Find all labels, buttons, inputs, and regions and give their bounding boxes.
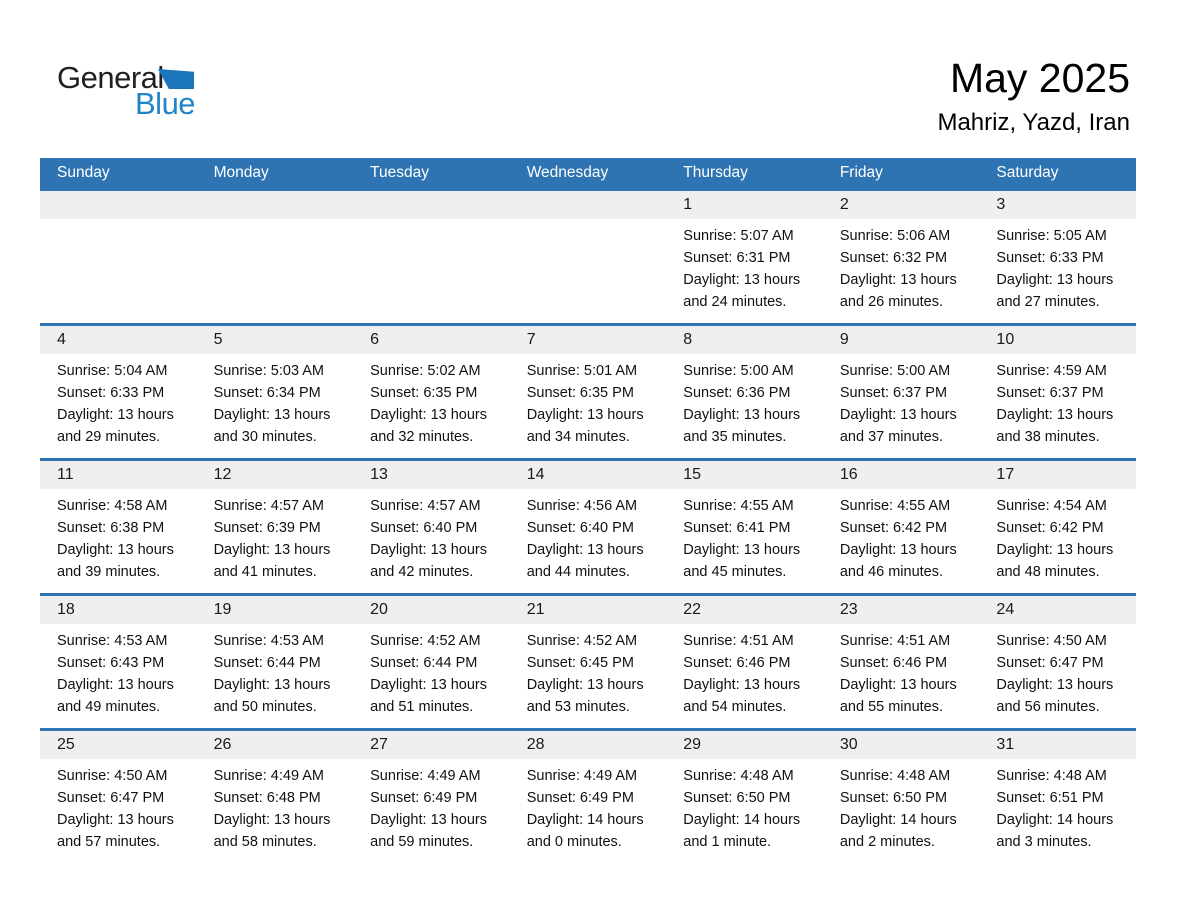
day-cell bbox=[979, 624, 1136, 728]
sunrise-text: Sunrise: 4:49 AM bbox=[526, 768, 638, 784]
day-number-strip bbox=[40, 326, 1136, 354]
day-cell bbox=[979, 354, 1136, 458]
daylight-text-line1: Daylight: 14 hours bbox=[526, 812, 644, 828]
day-cell bbox=[510, 759, 667, 863]
daylight-text-line1: Daylight: 13 hours bbox=[839, 542, 957, 558]
daylight-text-line1: Daylight: 13 hours bbox=[370, 812, 488, 828]
daylight-text-line1: Daylight: 13 hours bbox=[57, 407, 174, 423]
day-number: 28 bbox=[526, 736, 545, 753]
month-title: May 2025 bbox=[949, 55, 1130, 101]
sunrise-text: Sunrise: 4:55 AM bbox=[839, 498, 951, 514]
daylight-text-line1: Daylight: 13 hours bbox=[996, 542, 1114, 558]
day-cell bbox=[353, 489, 510, 593]
sunset-text: Sunset: 6:42 PM bbox=[996, 520, 1104, 536]
sunrise-text: Sunrise: 5:03 AM bbox=[213, 363, 324, 379]
daylight-text-line2: and 51 minutes. bbox=[370, 699, 474, 715]
sunset-text: Sunset: 6:31 PM bbox=[683, 250, 791, 266]
week-row bbox=[40, 188, 1136, 323]
day-cell bbox=[823, 354, 980, 458]
day-number: 9 bbox=[839, 331, 849, 348]
day-cell bbox=[979, 219, 1136, 323]
daylight-text-line2: and 46 minutes. bbox=[839, 564, 944, 580]
daylight-text-line2: and 37 minutes. bbox=[839, 429, 944, 445]
daylight-text-line1: Daylight: 13 hours bbox=[839, 677, 957, 693]
daylight-text-line2: and 44 minutes. bbox=[526, 564, 630, 580]
sunset-text: Sunset: 6:40 PM bbox=[370, 520, 478, 536]
week-content-row bbox=[40, 219, 1136, 323]
sunset-text: Sunset: 6:33 PM bbox=[57, 385, 165, 401]
sunset-text: Sunset: 6:41 PM bbox=[683, 520, 791, 536]
daylight-text-line2: and 26 minutes. bbox=[839, 294, 944, 310]
sunset-text: Sunset: 6:50 PM bbox=[839, 790, 948, 806]
day-cell bbox=[823, 759, 980, 863]
day-number: 1 bbox=[683, 196, 693, 213]
sunset-text: Sunset: 6:37 PM bbox=[839, 385, 948, 401]
week-row bbox=[40, 458, 1136, 593]
sunrise-text: Sunrise: 4:58 AM bbox=[57, 498, 168, 514]
daylight-text-line1: Daylight: 14 hours bbox=[683, 812, 801, 828]
day-number: 3 bbox=[996, 196, 1006, 213]
day-cell bbox=[197, 354, 354, 458]
daylight-text-line1: Daylight: 13 hours bbox=[370, 677, 488, 693]
day-number: 18 bbox=[57, 601, 75, 618]
day-number: 16 bbox=[839, 466, 858, 483]
daylight-text-line2: and 34 minutes. bbox=[526, 429, 630, 445]
weekday-header-cell: Wednesday bbox=[526, 164, 609, 181]
sunrise-text: Sunrise: 4:50 AM bbox=[57, 768, 168, 784]
day-cell bbox=[666, 489, 823, 593]
day-cell bbox=[666, 759, 823, 863]
daylight-text-line2: and 39 minutes. bbox=[57, 564, 161, 580]
daylight-text-line2: and 2 minutes. bbox=[839, 834, 935, 850]
day-number: 13 bbox=[370, 466, 388, 483]
day-number: 22 bbox=[683, 601, 702, 618]
day-number: 8 bbox=[683, 331, 693, 348]
logo-text-blue: Blue bbox=[135, 86, 196, 121]
daylight-text-line2: and 55 minutes. bbox=[839, 699, 944, 715]
sunset-text: Sunset: 6:33 PM bbox=[996, 250, 1104, 266]
sunrise-text: Sunrise: 4:48 AM bbox=[683, 768, 794, 784]
day-number: 15 bbox=[683, 466, 702, 483]
empty-day-number bbox=[353, 191, 510, 219]
daylight-text-line2: and 59 minutes. bbox=[370, 834, 474, 850]
general-blue-logo bbox=[57, 60, 257, 130]
day-number: 11 bbox=[57, 466, 74, 483]
sunset-text: Sunset: 6:42 PM bbox=[839, 520, 948, 536]
sunset-text: Sunset: 6:51 PM bbox=[996, 790, 1104, 806]
day-number-strip bbox=[40, 731, 1136, 759]
sunrise-text: Sunrise: 4:48 AM bbox=[996, 768, 1107, 784]
daylight-text-line2: and 0 minutes. bbox=[526, 834, 622, 850]
day-cell bbox=[40, 624, 197, 728]
week-row bbox=[40, 323, 1136, 458]
calendar-weeks bbox=[40, 188, 1136, 863]
day-number-strip bbox=[40, 596, 1136, 624]
day-cell bbox=[510, 489, 667, 593]
day-number: 26 bbox=[213, 736, 232, 753]
week-content-row bbox=[40, 624, 1136, 728]
day-number: 25 bbox=[57, 736, 75, 753]
daylight-text-line2: and 49 minutes. bbox=[57, 699, 161, 715]
sunrise-text: Sunrise: 5:02 AM bbox=[370, 363, 481, 379]
sunset-text: Sunset: 6:46 PM bbox=[683, 655, 791, 671]
empty-day-cell bbox=[40, 219, 197, 323]
daylight-text-line1: Daylight: 13 hours bbox=[57, 677, 174, 693]
daylight-text-line2: and 56 minutes. bbox=[996, 699, 1100, 715]
sunrise-text: Sunrise: 5:07 AM bbox=[683, 228, 794, 244]
sunset-text: Sunset: 6:44 PM bbox=[213, 655, 321, 671]
week-content-row bbox=[40, 759, 1136, 863]
daylight-text-line2: and 50 minutes. bbox=[213, 699, 317, 715]
daylight-text-line2: and 24 minutes. bbox=[683, 294, 787, 310]
sunrise-text: Sunrise: 4:49 AM bbox=[213, 768, 324, 784]
daylight-text-line1: Daylight: 13 hours bbox=[213, 542, 331, 558]
sunrise-text: Sunrise: 4:50 AM bbox=[996, 633, 1107, 649]
day-number: 2 bbox=[839, 196, 849, 213]
empty-day-number bbox=[510, 191, 667, 219]
daylight-text-line2: and 32 minutes. bbox=[370, 429, 474, 445]
daylight-text-line2: and 41 minutes. bbox=[213, 564, 317, 580]
daylight-text-line1: Daylight: 13 hours bbox=[370, 407, 488, 423]
day-number: 17 bbox=[996, 466, 1015, 483]
sunrise-text: Sunrise: 4:56 AM bbox=[526, 498, 638, 514]
title-block bbox=[937, 55, 1130, 139]
sunrise-text: Sunrise: 4:59 AM bbox=[996, 363, 1107, 379]
daylight-text-line2: and 1 minute. bbox=[683, 834, 772, 850]
sunset-text: Sunset: 6:36 PM bbox=[683, 385, 791, 401]
weekday-header-cell: Monday bbox=[213, 164, 269, 181]
sunset-text: Sunset: 6:39 PM bbox=[213, 520, 321, 536]
daylight-text-line1: Daylight: 13 hours bbox=[683, 677, 801, 693]
daylight-text-line1: Daylight: 13 hours bbox=[996, 407, 1114, 423]
week-row bbox=[40, 593, 1136, 728]
sunrise-text: Sunrise: 4:51 AM bbox=[683, 633, 794, 649]
day-number: 20 bbox=[370, 601, 388, 618]
day-cell bbox=[353, 354, 510, 458]
day-number-strip bbox=[40, 461, 1136, 489]
day-cell bbox=[197, 489, 354, 593]
weekday-header-cell: Saturday bbox=[996, 164, 1059, 181]
week-content-row bbox=[40, 489, 1136, 593]
daylight-text-line1: Daylight: 13 hours bbox=[996, 677, 1114, 693]
day-number: 27 bbox=[370, 736, 388, 753]
daylight-text-line1: Daylight: 13 hours bbox=[213, 812, 331, 828]
day-number: 24 bbox=[996, 601, 1015, 618]
daylight-text-line1: Daylight: 13 hours bbox=[683, 542, 801, 558]
day-number: 5 bbox=[213, 331, 223, 348]
daylight-text-line2: and 58 minutes. bbox=[213, 834, 317, 850]
empty-day-cell bbox=[510, 219, 667, 323]
day-cell bbox=[40, 489, 197, 593]
sunrise-text: Sunrise: 4:48 AM bbox=[839, 768, 951, 784]
day-number-strip bbox=[40, 191, 1136, 219]
daylight-text-line1: Daylight: 13 hours bbox=[57, 542, 174, 558]
sunrise-text: Sunrise: 5:00 AM bbox=[683, 363, 794, 379]
daylight-text-line2: and 3 minutes. bbox=[996, 834, 1092, 850]
day-number: 21 bbox=[526, 601, 545, 618]
logo-text-general: General bbox=[57, 60, 164, 95]
daylight-text-line2: and 48 minutes. bbox=[996, 564, 1100, 580]
sunrise-text: Sunrise: 4:49 AM bbox=[370, 768, 481, 784]
day-cell bbox=[979, 489, 1136, 593]
daylight-text-line2: and 42 minutes. bbox=[370, 564, 474, 580]
day-cell bbox=[40, 759, 197, 863]
daylight-text-line1: Daylight: 13 hours bbox=[526, 677, 644, 693]
sunset-text: Sunset: 6:40 PM bbox=[526, 520, 634, 536]
daylight-text-line1: Daylight: 14 hours bbox=[839, 812, 957, 828]
day-number: 31 bbox=[996, 736, 1015, 753]
sunrise-text: Sunrise: 5:05 AM bbox=[996, 228, 1107, 244]
sunrise-text: Sunrise: 4:51 AM bbox=[839, 633, 951, 649]
sunset-text: Sunset: 6:35 PM bbox=[370, 385, 478, 401]
empty-day-number bbox=[40, 191, 197, 219]
sunset-text: Sunset: 6:37 PM bbox=[996, 385, 1104, 401]
weekday-header-row bbox=[40, 158, 1136, 188]
daylight-text-line2: and 57 minutes. bbox=[57, 834, 161, 850]
sunrise-text: Sunrise: 4:53 AM bbox=[213, 633, 324, 649]
sunset-text: Sunset: 6:44 PM bbox=[370, 655, 478, 671]
location-subtitle: Mahriz, Yazd, Iran bbox=[937, 109, 1130, 136]
day-number: 12 bbox=[213, 466, 232, 483]
day-cell bbox=[197, 759, 354, 863]
sunset-text: Sunset: 6:49 PM bbox=[370, 790, 478, 806]
sunrise-text: Sunrise: 5:06 AM bbox=[839, 228, 951, 244]
calendar-grid bbox=[40, 158, 1136, 863]
day-number: 7 bbox=[526, 331, 536, 348]
sunset-text: Sunset: 6:35 PM bbox=[526, 385, 634, 401]
daylight-text-line1: Daylight: 13 hours bbox=[213, 407, 331, 423]
weekday-header-cell: Tuesday bbox=[370, 164, 430, 181]
daylight-text-line1: Daylight: 13 hours bbox=[526, 407, 644, 423]
daylight-text-line2: and 29 minutes. bbox=[57, 429, 161, 445]
day-number: 14 bbox=[526, 466, 545, 483]
sunrise-text: Sunrise: 4:55 AM bbox=[683, 498, 794, 514]
day-number: 29 bbox=[683, 736, 702, 753]
sunrise-text: Sunrise: 4:57 AM bbox=[370, 498, 481, 514]
sunset-text: Sunset: 6:32 PM bbox=[839, 250, 948, 266]
sunset-text: Sunset: 6:49 PM bbox=[526, 790, 634, 806]
sunrise-text: Sunrise: 5:04 AM bbox=[57, 363, 168, 379]
sunrise-text: Sunrise: 4:52 AM bbox=[370, 633, 481, 649]
daylight-text-line1: Daylight: 13 hours bbox=[839, 272, 957, 288]
day-cell bbox=[666, 354, 823, 458]
sunset-text: Sunset: 6:47 PM bbox=[57, 790, 165, 806]
sunset-text: Sunset: 6:43 PM bbox=[57, 655, 165, 671]
empty-day-cell bbox=[353, 219, 510, 323]
day-number: 4 bbox=[57, 331, 66, 348]
daylight-text-line1: Daylight: 14 hours bbox=[996, 812, 1114, 828]
daylight-text-line1: Daylight: 13 hours bbox=[996, 272, 1114, 288]
daylight-text-line1: Daylight: 13 hours bbox=[683, 407, 801, 423]
day-number: 23 bbox=[839, 601, 858, 618]
sunrise-text: Sunrise: 5:00 AM bbox=[839, 363, 951, 379]
daylight-text-line2: and 35 minutes. bbox=[683, 429, 787, 445]
daylight-text-line1: Daylight: 13 hours bbox=[526, 542, 644, 558]
day-number: 10 bbox=[996, 331, 1015, 348]
day-cell bbox=[510, 354, 667, 458]
day-number: 19 bbox=[213, 601, 232, 618]
daylight-text-line2: and 27 minutes. bbox=[996, 294, 1100, 310]
daylight-text-line2: and 30 minutes. bbox=[213, 429, 317, 445]
weekday-header-cell: Thursday bbox=[683, 164, 748, 181]
daylight-text-line1: Daylight: 13 hours bbox=[213, 677, 331, 693]
daylight-text-line1: Daylight: 13 hours bbox=[839, 407, 957, 423]
day-cell bbox=[197, 624, 354, 728]
weekday-header-cell: Sunday bbox=[57, 164, 110, 181]
sunset-text: Sunset: 6:50 PM bbox=[683, 790, 791, 806]
empty-day-cell bbox=[197, 219, 354, 323]
day-cell bbox=[510, 624, 667, 728]
sunrise-text: Sunrise: 4:54 AM bbox=[996, 498, 1107, 514]
day-cell bbox=[823, 489, 980, 593]
sunset-text: Sunset: 6:48 PM bbox=[213, 790, 321, 806]
sunrise-text: Sunrise: 4:57 AM bbox=[213, 498, 324, 514]
daylight-text-line2: and 38 minutes. bbox=[996, 429, 1100, 445]
day-number: 6 bbox=[370, 331, 380, 348]
empty-day-number bbox=[197, 191, 354, 219]
daylight-text-line2: and 45 minutes. bbox=[683, 564, 787, 580]
sunrise-text: Sunrise: 4:53 AM bbox=[57, 633, 168, 649]
day-cell bbox=[979, 759, 1136, 863]
sunrise-text: Sunrise: 5:01 AM bbox=[526, 363, 638, 379]
day-cell bbox=[666, 624, 823, 728]
day-cell bbox=[40, 354, 197, 458]
sunset-text: Sunset: 6:34 PM bbox=[213, 385, 321, 401]
daylight-text-line1: Daylight: 13 hours bbox=[370, 542, 488, 558]
daylight-text-line1: Daylight: 13 hours bbox=[57, 812, 174, 828]
daylight-text-line1: Daylight: 13 hours bbox=[683, 272, 801, 288]
sunset-text: Sunset: 6:46 PM bbox=[839, 655, 948, 671]
day-cell bbox=[823, 219, 980, 323]
day-cell bbox=[353, 624, 510, 728]
week-content-row bbox=[40, 354, 1136, 458]
sunset-text: Sunset: 6:45 PM bbox=[526, 655, 634, 671]
sunset-text: Sunset: 6:47 PM bbox=[996, 655, 1104, 671]
day-cell bbox=[823, 624, 980, 728]
daylight-text-line2: and 53 minutes. bbox=[526, 699, 630, 715]
daylight-text-line2: and 54 minutes. bbox=[683, 699, 787, 715]
week-row bbox=[40, 728, 1136, 863]
weekday-header-cell: Friday bbox=[839, 164, 883, 181]
day-cell bbox=[666, 219, 823, 323]
day-cell bbox=[353, 759, 510, 863]
sunset-text: Sunset: 6:38 PM bbox=[57, 520, 165, 536]
sunrise-text: Sunrise: 4:52 AM bbox=[526, 633, 638, 649]
day-number: 30 bbox=[839, 736, 858, 753]
